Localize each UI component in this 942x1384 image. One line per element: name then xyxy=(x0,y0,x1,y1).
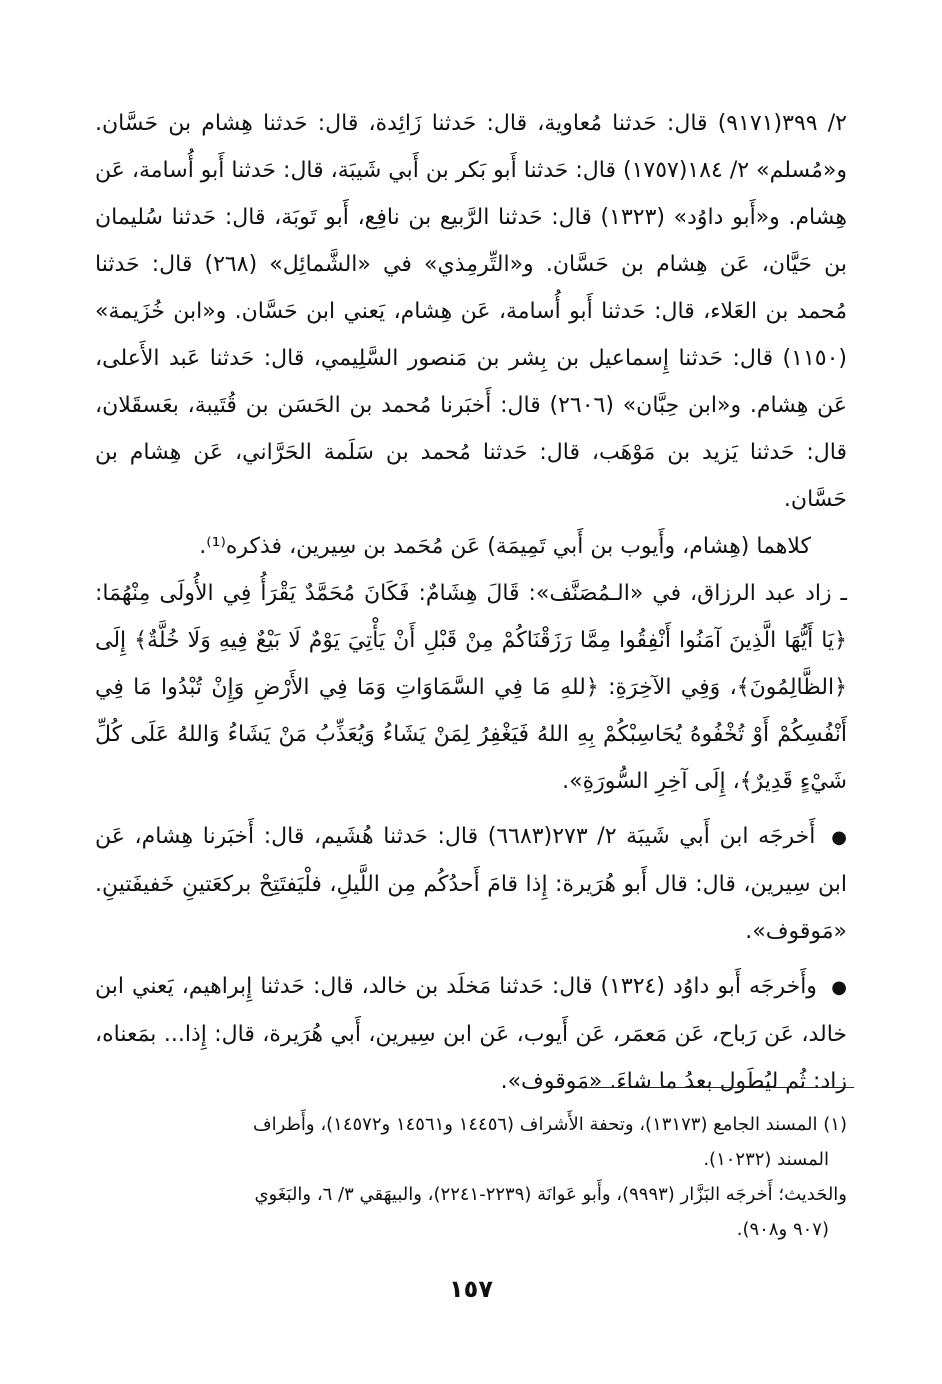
paragraph-text: وأَخرجَه أَبو داوُد (١٣٢٤) قال: حَدثنا مَخلَد بن خالد، قال: حَدثنا إِبراهيم، يَعني ابن خالد، عَن رَباح، عَن مَعمَر، عَن أَيوب، عَن ابن سِيرين، أَبي هُرَيرة، قال: إِذا... بمَعناه، زاد: ثُم ليُطَول بعدُ ما شاءَ. «مَوقوف». xyxy=(95,974,847,1094)
paragraph-addition: ـ زاد عبد الرزاق، في «الـمُصَنَّف»: قَالَ هِشَامٌ: فَكَانَ مُحَمَّدٌ يَقْرَأُ فِي الأُولَى مِنْهُمَا: ﴿يَا أَيُّهَا الَّذِينَ آمَنُوا أَنْفِقُوا مِمَّا رَزَقْنَاكُمْ مِنْ قَبْلِ أَنْ يَأْتِيَ يَوْمٌ لَا بَيْعٌ فِيهِ وَلَا خُلَّةٌ﴾ إِلَى ﴿الظَّالِمُونَ﴾، وَفِي الآخِرَةِ: ﴿للهِ مَا فِي السَّمَاوَاتِ وَمَا فِي الأَرْضِ وَإِنْ تُبْدُوا مَا فِي أَنْفُسِكُمْ أَوْ تُخْفُوهُ يُحَاسِبْكُمْ بِهِ اللهُ فَيَغْفِرُ لِمَنْ يَشَاءُ وَيُعَذِّبُ مَنْ يَشَاءُ وَاللهُ عَلَى كُلِّ شَيْءٍ قَدِيرٌ﴾، إِلَى آخِرِ السُّورَةِ». xyxy=(95,581,847,794)
paragraph-both: كلاهما (هِشام، وأَيوب بن أَبي تَمِيمَة) عَن مُحَمد بن سِيرين، فذكره⁽¹⁾. xyxy=(199,534,811,559)
footnote-line: والحَديث؛ أَخرجَه البَزَّار (٩٩٩٣)، وأَبو عَوانَة (٢٢٣٩-٢٢٤١)، والبيهَقي ٣/ ٦، والبَغَوي xyxy=(254,1184,847,1205)
paragraph-ibn-abi-shaybah xyxy=(95,813,847,955)
footnote-divider xyxy=(584,1087,854,1088)
paragraph-abu-dawud xyxy=(95,963,847,1105)
paragraph-sources: ٢/ ٣٩٩(٩١٧١) قال: حَدثنا مُعاوية، قال: حَدثنا زَائِدة، قال: حَدثنا هِشام بن حَسَّان. و«مُسلم» ٢/ ١٨٤(١٧٥٧) قال: حَدثنا أَبو بَكر بن أَبي شَيبَة، قال: حَدثنا أَبو أُسامة، عَن هِشام. و«أَبو داوُد» (١٣٢٣) قال: حَدثنا الرَّبيع بن نافِع، أَبو تَوبَة، قال: حَدثنا سُليمان بن حَيَّان، عَن هِشام بن حَسَّان. و«التِّرمِذي» في «الشَّمائِل» (٢٦٨) قال: حَدثنا مُحمد بن العَلاء، قال: حَدثنا أَبو أُسامة، عَن هِشام، يَعني ابن حَسَّان. و«ابن خُزَيمة» (١١٥٠) قال: حَدثنا إِسماعيل بن بِشر بن مَنصور السَّلِيمي، قال: حَدثنا عَبد الأَعلى، عَن هِشام. و«ابن حِبَّان» (٢٦٠٦) قال: أَخبَرنا مُحمد بن الحَسَن بن قُتَيبة، بعَسقَلان، قال: حَدثنا يَزيد بن مَوْهَب، قال: حَدثنا مُحمد بن سَلَمة الحَرَّاني، عَن هِشام بن حَسَّان. xyxy=(95,111,848,512)
paragraph-text: أَخرجَه ابن أَبي شَيبَة ٢/ ٢٧٣(٦٦٨٣) قال: حَدثنا هُشَيم، قال: أَخبَرنا هِشام، عَن ابن سِيرين، قال: قال أَبو هُرَيرة: إِذا قامَ أَحدُكُم مِن اللَّيلِ، فلْيَفتَتِحْ بركعَتينِ خَفيفَتينِ. «مَوقوف». xyxy=(95,824,847,944)
page-number: ١٥٧ xyxy=(449,1275,493,1303)
footnote-line: (٩٠٧ و٩٠٨). xyxy=(736,1219,829,1240)
bullet-icon: ● xyxy=(831,827,847,848)
main-text xyxy=(95,100,847,1105)
bullet-icon: ● xyxy=(831,977,847,998)
footnote-line: المسند (١٠٢٣٢). xyxy=(703,1149,829,1170)
footnotes xyxy=(95,1107,847,1247)
footnote-line: (١) المسند الجامع (١٣١٧٣)، وتحفة الأَشراف (١٤٤٥٦ و١٤٥٦١ و١٤٥٧٢)، وأَطراف xyxy=(253,1114,847,1135)
